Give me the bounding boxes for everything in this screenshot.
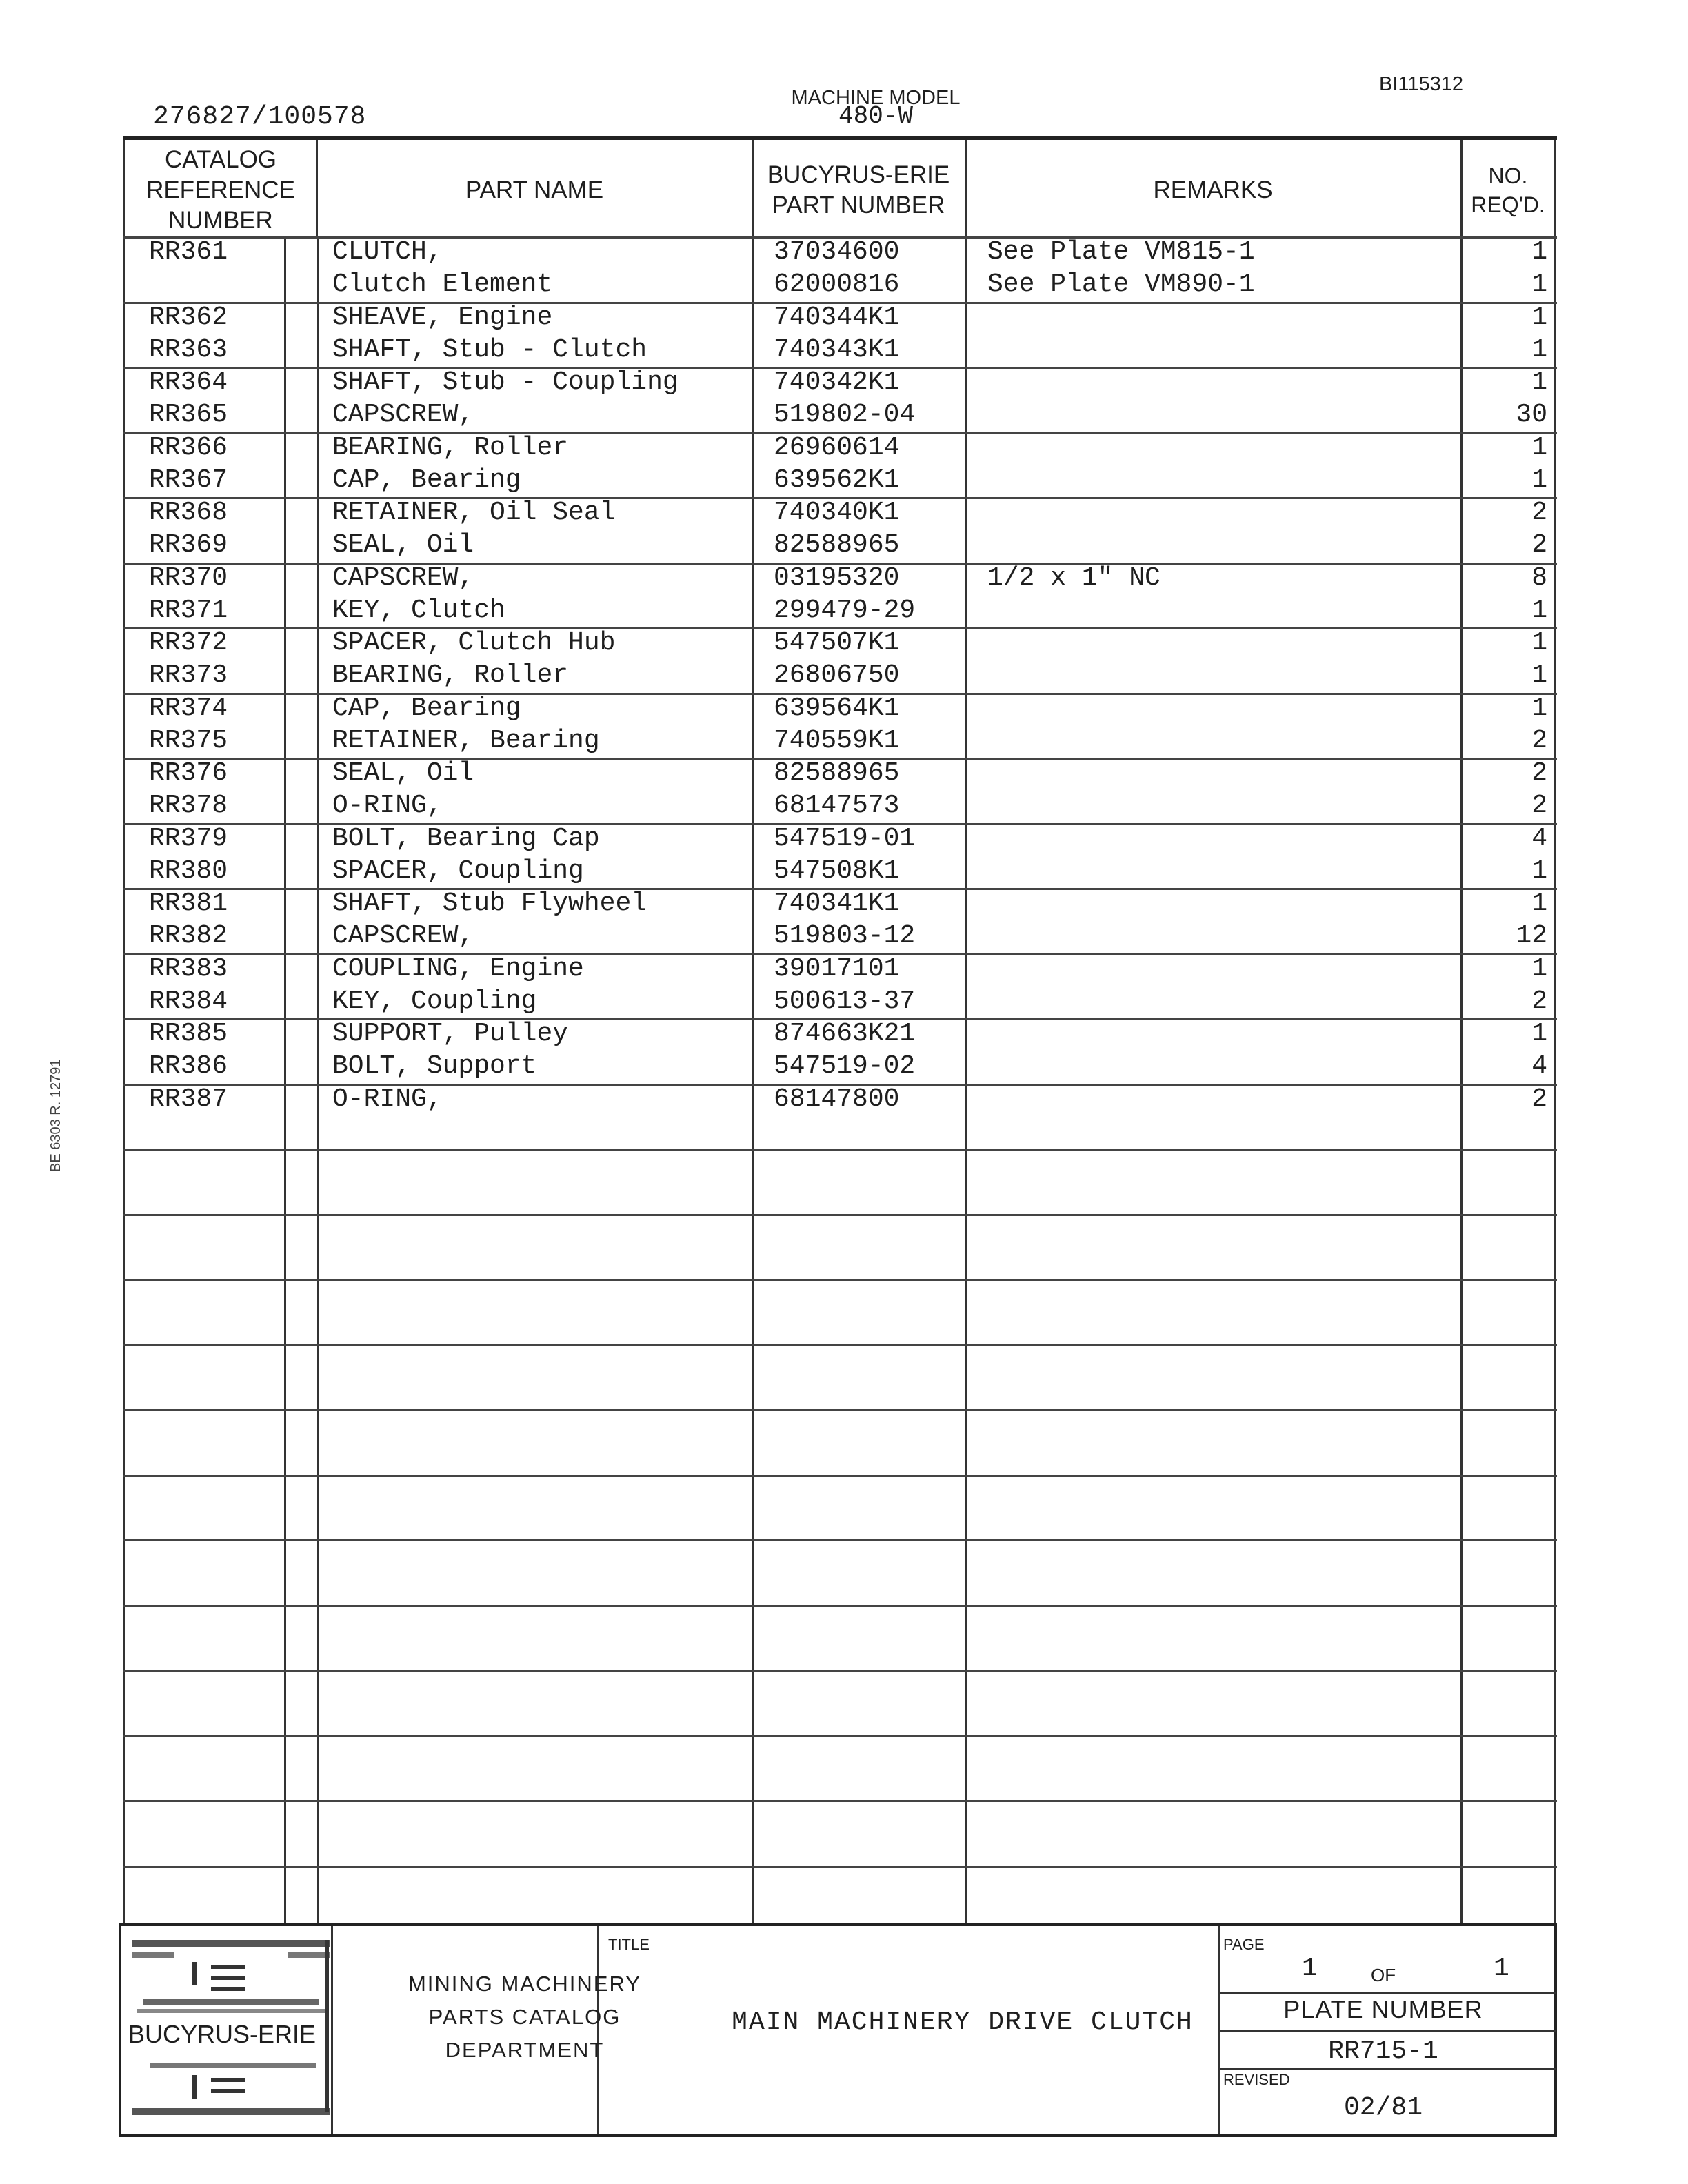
cell-qty: 1: [1531, 889, 1547, 918]
cell-num: 740342K1: [774, 367, 900, 397]
cell-ref: RR363: [149, 334, 228, 365]
cell-name: SPACER, Clutch Hub: [332, 628, 616, 658]
cell-ref: RR362: [149, 302, 228, 332]
header-catalog-ref-text: CATALOG REFERENCE NUMBER: [146, 146, 295, 234]
cell-num: 519803-12: [774, 921, 916, 951]
header-part-number-text: BUCYRUS-ERIE PART NUMBER: [767, 161, 950, 219]
cell-qty: 8: [1531, 563, 1547, 593]
cell-ref: RR387: [149, 1084, 228, 1114]
cell-ref: RR385: [149, 1019, 228, 1049]
header-part-number: [753, 145, 964, 235]
cell-name: KEY, Coupling: [332, 986, 537, 1016]
table-border-right: [1554, 140, 1556, 1925]
company-name: BUCYRUS-ERIE: [128, 2020, 316, 2048]
cell-name: SHAFT, Stub Flywheel: [332, 889, 647, 918]
cell-qty: 1: [1531, 660, 1547, 691]
cell-name: KEY, Clutch: [332, 595, 505, 625]
cell-ref: RR379: [149, 823, 228, 853]
header-qty-text: NO. REQ'D.: [1471, 163, 1545, 217]
cell-name: BOLT, Bearing Cap: [332, 823, 600, 853]
cell-qty: 2: [1531, 498, 1547, 527]
cell-qty: 1: [1531, 270, 1547, 300]
row-divider: [123, 1344, 1557, 1346]
cell-ref: RR386: [149, 1051, 228, 1082]
cell-num: 62000816: [774, 270, 900, 300]
cell-num: 740559K1: [774, 725, 900, 756]
cell-ref: RR381: [149, 889, 228, 918]
form-number: BE 6303 R. 12791: [48, 1059, 63, 1172]
title-block-divider: [1218, 1992, 1556, 1994]
column-divider: [965, 140, 967, 1925]
row-divider: [123, 1605, 1557, 1607]
cell-num: 82588965: [774, 530, 900, 560]
cell-num: 39017101: [774, 953, 900, 984]
row-divider: [123, 1670, 1557, 1672]
cell-ref: RR383: [149, 953, 228, 984]
reference-code: 276827/100578: [153, 102, 367, 132]
page-number: 1: [1302, 1954, 1318, 1983]
row-divider: [123, 1279, 1557, 1281]
cell-ref: RR376: [149, 758, 228, 788]
cell-ref: RR380: [149, 856, 228, 886]
cell-name: SEAL, Oil: [332, 758, 474, 788]
row-divider: [123, 1475, 1557, 1477]
title-label: TITLE: [608, 1936, 650, 1953]
header-qty: [1462, 145, 1554, 235]
cell-ref: RR375: [149, 725, 228, 756]
title-block-divider: [1218, 2068, 1556, 2070]
cell-ref: RR370: [149, 563, 228, 593]
cell-name: SUPPORT, Pulley: [332, 1019, 569, 1049]
cell-num: 299479-29: [774, 595, 916, 625]
plate-number: RR715-1: [1328, 2036, 1438, 2066]
cell-num: 639562K1: [774, 465, 900, 495]
cell-ref: RR368: [149, 498, 228, 527]
cell-qty: 1: [1531, 465, 1547, 495]
cell-qty: 2: [1531, 1084, 1547, 1114]
document-id: BI115312: [1379, 73, 1464, 95]
cell-ref: RR384: [149, 986, 228, 1016]
cell-name: O-RING,: [332, 791, 443, 821]
cell-qty: 2: [1531, 758, 1547, 788]
header-part-name-text: PART NAME: [465, 176, 604, 203]
cell-qty: 2: [1531, 530, 1547, 560]
cell-qty: 1: [1531, 595, 1547, 625]
cell-num: 03195320: [774, 563, 900, 593]
cell-qty: 1: [1531, 1019, 1547, 1049]
cell-ref: RR366: [149, 432, 228, 463]
row-divider: [123, 1214, 1557, 1216]
cell-qty: 1: [1531, 953, 1547, 984]
document-title: MAIN MACHINERY DRIVE CLUTCH: [732, 2008, 1194, 2037]
revised-date: 02/81: [1343, 2093, 1423, 2123]
cell-ref: RR361: [149, 237, 228, 267]
cell-name: CAP, Bearing: [332, 693, 521, 723]
cell-qty: 2: [1531, 986, 1547, 1016]
column-divider: [1460, 140, 1463, 1925]
cell-ref: RR382: [149, 921, 228, 951]
cell-name: SHAFT, Stub - Clutch: [332, 334, 647, 365]
cell-qty: 4: [1531, 823, 1547, 853]
cell-num: 740344K1: [774, 302, 900, 332]
page-of-label: OF: [1371, 1965, 1396, 1985]
machine-model-label: MACHINE MODEL: [791, 87, 961, 109]
cell-num: 82588965: [774, 758, 900, 788]
row-divider: [123, 1149, 1557, 1151]
column-divider: [752, 140, 754, 1925]
cell-num: 519802-04: [774, 400, 916, 430]
cell-name: SEAL, Oil: [332, 530, 474, 560]
cell-qty: 1: [1531, 693, 1547, 723]
cell-qty: 2: [1531, 791, 1547, 821]
cell-num: 547519-01: [774, 823, 916, 853]
page-label: PAGE: [1223, 1936, 1265, 1953]
cell-name: COUPLING, Engine: [332, 953, 584, 984]
header-remarks: [967, 145, 1459, 235]
cell-name: CAPSCREW,: [332, 563, 474, 593]
cell-num: 68147800: [774, 1084, 900, 1114]
column-divider: [317, 236, 319, 1925]
row-divider: [123, 1735, 1557, 1737]
cell-ref: RR373: [149, 660, 228, 691]
cell-name: RETAINER, Oil Seal: [332, 498, 616, 527]
title-block: [119, 1923, 1557, 2137]
cell-name: CAPSCREW,: [332, 400, 474, 430]
cell-remarks: See Plate VM815-1: [987, 237, 1255, 267]
row-divider: [123, 1409, 1557, 1411]
cell-name: CLUTCH,: [332, 237, 443, 267]
cell-name: Clutch Element: [332, 270, 553, 300]
cell-ref: RR364: [149, 367, 228, 397]
cell-ref: RR369: [149, 530, 228, 560]
plate-number-label: PLATE NUMBER: [1283, 1995, 1483, 2023]
cell-qty: 4: [1531, 1051, 1547, 1082]
cell-qty: 1: [1531, 334, 1547, 365]
cell-qty: 1: [1531, 432, 1547, 463]
cell-name: SHEAVE, Engine: [332, 302, 553, 332]
cell-name: BEARING, Roller: [332, 432, 569, 463]
cell-qty: 30: [1516, 400, 1547, 430]
row-divider: [123, 1539, 1557, 1541]
cell-num: 26960614: [774, 432, 900, 463]
cell-num: 37034600: [774, 237, 900, 267]
cell-num: 874663K21: [774, 1019, 916, 1049]
cell-ref: RR372: [149, 628, 228, 658]
header-catalog-ref: [127, 145, 314, 235]
page-total: 1: [1494, 1954, 1509, 1983]
cell-num: 547507K1: [774, 628, 900, 658]
cell-num: 26806750: [774, 660, 900, 691]
cell-remarks: 1/2 x 1" NC: [987, 563, 1160, 593]
cell-num: 68147573: [774, 791, 900, 821]
cell-name: O-RING,: [332, 1084, 443, 1114]
cell-name: SPACER, Coupling: [332, 856, 584, 886]
cell-num: 547508K1: [774, 856, 900, 886]
cell-remarks: See Plate VM890-1: [987, 270, 1255, 300]
cell-qty: 1: [1531, 856, 1547, 886]
header-remarks-text: REMARKS: [1153, 176, 1273, 203]
cell-name: BEARING, Roller: [332, 660, 569, 691]
cell-num: 639564K1: [774, 693, 900, 723]
cell-ref: RR371: [149, 595, 228, 625]
row-divider: [123, 1866, 1557, 1868]
cell-qty: 2: [1531, 725, 1547, 756]
machine-model-value: 480-W: [838, 102, 914, 130]
cell-ref: RR365: [149, 400, 228, 430]
cell-name: RETAINER, Bearing: [332, 725, 600, 756]
cell-name: SHAFT, Stub - Coupling: [332, 367, 679, 397]
cell-qty: 1: [1531, 628, 1547, 658]
department-name: MINING MACHINERY PARTS CATALOG DEPARTMENT: [408, 1972, 641, 2062]
cell-name: BOLT, Support: [332, 1051, 537, 1082]
cell-num: 740340K1: [774, 498, 900, 527]
parts-table: [123, 136, 1557, 1925]
cell-name: CAP, Bearing: [332, 465, 521, 495]
cell-qty: 1: [1531, 237, 1547, 267]
column-divider: [316, 140, 318, 236]
table-border-left: [123, 140, 125, 1925]
cell-qty: 1: [1531, 367, 1547, 397]
cell-ref: RR367: [149, 465, 228, 495]
cell-num: 740341K1: [774, 889, 900, 918]
cell-num: 547519-02: [774, 1051, 916, 1082]
cell-qty: 1: [1531, 302, 1547, 332]
header-part-name: [319, 145, 750, 235]
cell-num: 740343K1: [774, 334, 900, 365]
cell-ref: RR378: [149, 791, 228, 821]
cell-ref: RR374: [149, 693, 228, 723]
cell-num: 500613-37: [774, 986, 916, 1016]
cell-qty: 12: [1516, 921, 1547, 951]
row-divider: [123, 1800, 1557, 1802]
cell-name: CAPSCREW,: [332, 921, 474, 951]
revised-label: REVISED: [1223, 2071, 1290, 2088]
